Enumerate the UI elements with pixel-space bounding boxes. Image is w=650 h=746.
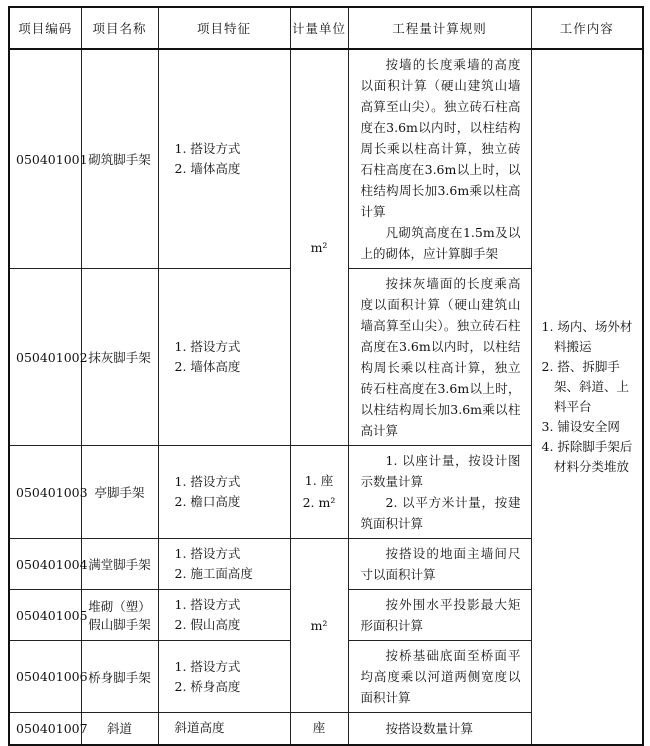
rule-text: 凡砌筑高度在1.5m及以上的砌体，应计算脚手架 <box>360 225 521 261</box>
rule-text: 按抹灰墙面的长度乘高度以面积计算（硬山建筑山墙高算至山尖）。独立砖石柱高度在3.6m以内时，以柱结构周长乘以柱高计算，独立砖石柱高度在3.6m以上时，以柱结构周长加3.6m乘以柱高计算 <box>360 276 521 438</box>
item-features: 斜道高度 <box>158 713 290 745</box>
work-item: 4. 拆除脚手架后材料分类堆放 <box>541 438 633 474</box>
item-name <box>81 590 158 641</box>
item-name: 桥身脚手架 <box>81 641 158 713</box>
item-name: 砌筑脚手架 <box>81 49 158 269</box>
table-row <box>9 49 643 269</box>
item-code: 050401005 <box>9 590 81 641</box>
header-unit: 计量单位 <box>290 7 348 49</box>
item-features <box>158 49 290 269</box>
item-code: 050401007 <box>9 713 81 745</box>
unit-line: 1. 座 <box>304 473 334 488</box>
work-item: 3. 铺设安全网 <box>541 418 620 434</box>
item-code: 050401006 <box>9 641 81 713</box>
feature-line: 1. 搭设方式 <box>174 658 241 674</box>
item-features <box>158 590 290 641</box>
feature-line: 2. 檐口高度 <box>174 494 241 509</box>
rule-text: 按搭设的地面主墙间尺寸以面积计算 <box>360 546 521 582</box>
header-row <box>9 7 643 49</box>
item-code: 050401003 <box>9 446 81 539</box>
rule-text: 2. 以平方米计量，按建筑面积计算 <box>360 495 521 531</box>
quantity-table-wrapper <box>8 6 644 746</box>
item-rules <box>348 641 531 713</box>
item-rules <box>348 539 531 590</box>
work-item: 1. 场内、场外材料搬运 <box>541 318 633 354</box>
item-unit <box>290 446 348 539</box>
rule-text: 1. 以座计量，按设计图示数量计算 <box>360 453 521 489</box>
feature-line: 1. 搭设方式 <box>174 597 241 612</box>
feature-line: 1. 搭设方式 <box>174 474 241 489</box>
unit-line: 2. m² <box>302 495 336 510</box>
item-unit: m² <box>290 539 348 713</box>
item-unit: 座 <box>290 713 348 745</box>
feature-line: 2. 施工面高度 <box>174 566 253 581</box>
item-name: 满堂脚手架 <box>81 539 158 590</box>
item-features <box>158 641 290 713</box>
feature-line: 2. 桥身高度 <box>174 678 241 694</box>
feature-line: 1. 搭设方式 <box>174 546 241 561</box>
item-features <box>158 539 290 590</box>
feature-line: 1. 搭设方式 <box>174 141 241 156</box>
name-line: 堆砌（塑） <box>88 599 151 614</box>
item-rules <box>348 590 531 641</box>
work-item: 2. 搭、拆脚手架、斜道、上料平台 <box>541 358 630 414</box>
feature-line: 2. 墙体高度 <box>174 359 241 374</box>
item-rules <box>348 269 531 446</box>
rule-text: 按桥基础底面至桥面平均高度乘以河道两侧宽度以面积计算 <box>360 648 521 705</box>
rule-text: 按外围水平投影最大矩形面积计算 <box>360 597 521 633</box>
item-code: 050401001 <box>9 49 81 269</box>
header-code: 项目编码 <box>9 7 81 49</box>
item-name: 斜道 <box>81 713 158 745</box>
header-name: 项目名称 <box>81 7 158 49</box>
item-name: 亭脚手架 <box>81 446 158 539</box>
rule-text: 按墙的长度乘墙的高度以面积计算（硬山建筑山墙高算至山尖）。独立砖石柱高度在3.6m以内时，以柱结构周长乘以柱高计算，独立砖石柱高度在3.6m以上时，以柱结构周长加3.6m乘以柱高计算 <box>360 57 521 219</box>
feature-line: 2. 假山高度 <box>174 617 241 632</box>
item-unit: m² <box>290 49 348 446</box>
feature-line: 1. 搭设方式 <box>174 339 241 354</box>
quantity-table <box>8 6 644 746</box>
item-name: 抹灰脚手架 <box>81 269 158 446</box>
item-features <box>158 269 290 446</box>
item-rules <box>348 49 531 269</box>
header-work: 工作内容 <box>531 7 643 49</box>
work-content <box>531 49 643 745</box>
item-code: 050401002 <box>9 269 81 446</box>
feature-line: 2. 墙体高度 <box>174 161 241 176</box>
item-rules <box>348 446 531 539</box>
item-rules <box>348 713 531 745</box>
header-features: 项目特征 <box>158 7 290 49</box>
name-line: 假山脚手架 <box>88 617 151 632</box>
header-rules: 工程量计算规则 <box>348 7 531 49</box>
item-features <box>158 446 290 539</box>
item-code: 050401004 <box>9 539 81 590</box>
rule-text: 按搭设数量计算 <box>385 720 474 736</box>
